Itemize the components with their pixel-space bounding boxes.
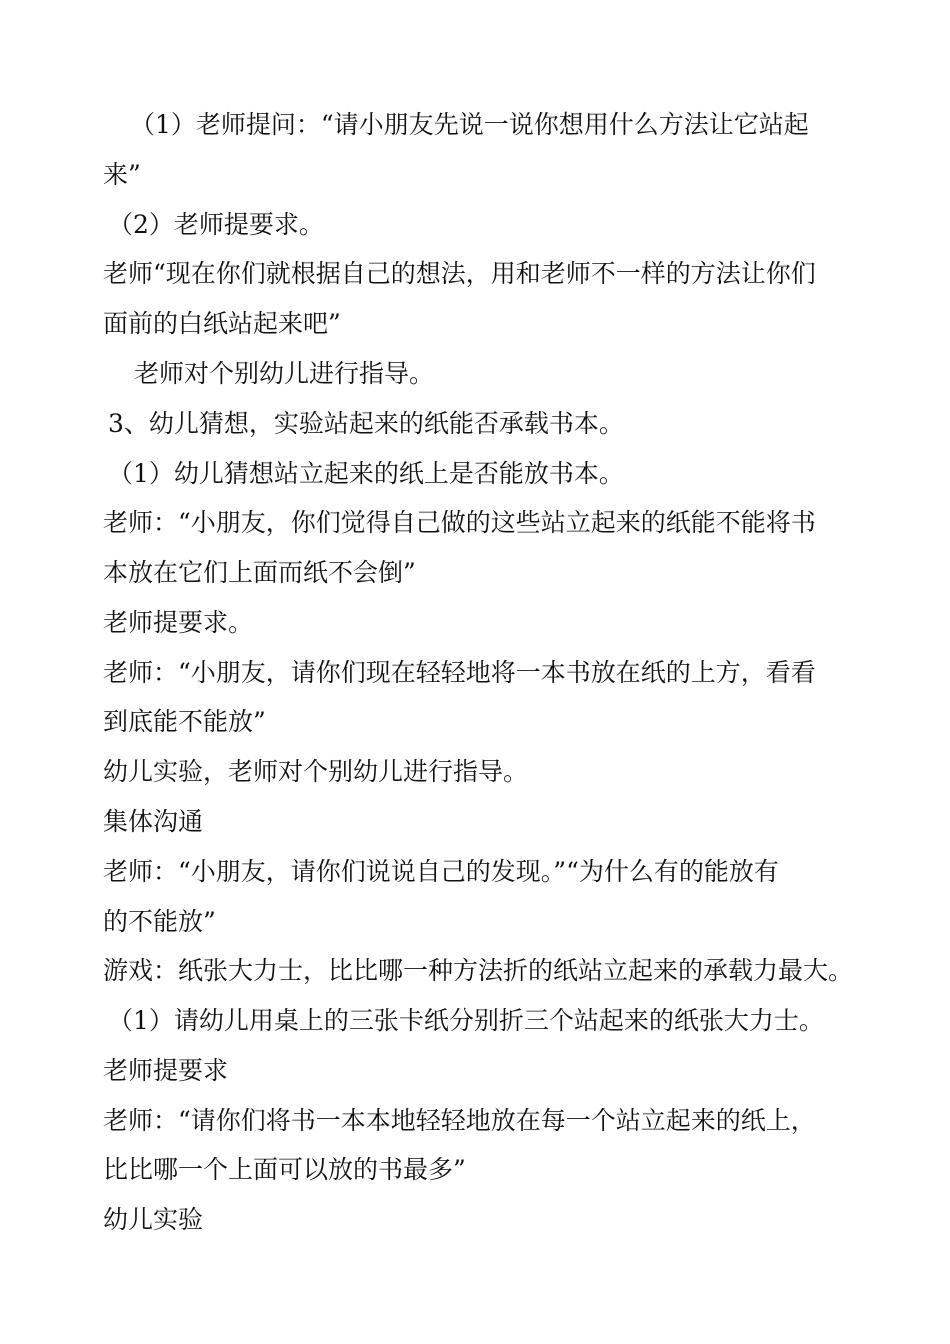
text-line-12: 老师：“小朋友，请你们现在轻轻地将一本书放在纸的上方，看看 [103, 658, 816, 687]
text-line-6: 老师对个别幼儿进行指导。 [134, 359, 435, 388]
text-line-4: 老师“现在你们就根据自己的想法，用和老师不一样的方法让你们 [103, 259, 816, 288]
text-line-22: 比比哪一个上面可以放的书最多” [103, 1155, 466, 1184]
text-line-21: 老师：“请你们将书一本本地轻轻地放在每一个站立起来的纸上， [103, 1106, 816, 1135]
text-line-11: 老师提要求。 [103, 608, 254, 637]
text-line-18: 游戏：纸张大力士，比比哪一种方法折的纸站立起来的承载力最大。 [103, 956, 854, 985]
text-line-17: 的不能放” [103, 907, 216, 936]
text-line-23: 幼儿实验 [103, 1205, 204, 1234]
text-line-16: 老师：“小朋友，请你们说说自己的发现。”“为什么有的能放有 [103, 857, 779, 886]
text-line-7: 3、幼儿猜想，实验站起来的纸能否承载书本。 [108, 409, 624, 438]
text-line-15: 集体沟通 [103, 807, 204, 836]
text-line-2: 来” [103, 160, 141, 189]
text-line-20: 老师提要求 [103, 1056, 229, 1085]
text-line-10: 本放在它们上面而纸不会倒” [103, 558, 416, 587]
text-line-3: （2）老师提要求。 [108, 210, 324, 239]
text-line-19: （1）请幼儿用桌上的三张卡纸分别折三个站起来的纸张大力士。 [108, 1006, 824, 1035]
text-line-9: 老师：“小朋友，你们觉得自己做的这些站立起来的纸能不能将书 [103, 508, 816, 537]
text-line-8: （1）幼儿猜想站立起来的纸上是否能放书本。 [108, 459, 624, 488]
text-line-14: 幼儿实验，老师对个别幼儿进行指导。 [103, 757, 529, 786]
text-line-1: （1）老师提问：“请小朋友先说一说你想用什么方法让它站起 [130, 110, 809, 139]
text-line-13: 到底能不能放” [103, 707, 266, 736]
text-line-5: 面前的白纸站起来吧” [103, 309, 341, 338]
